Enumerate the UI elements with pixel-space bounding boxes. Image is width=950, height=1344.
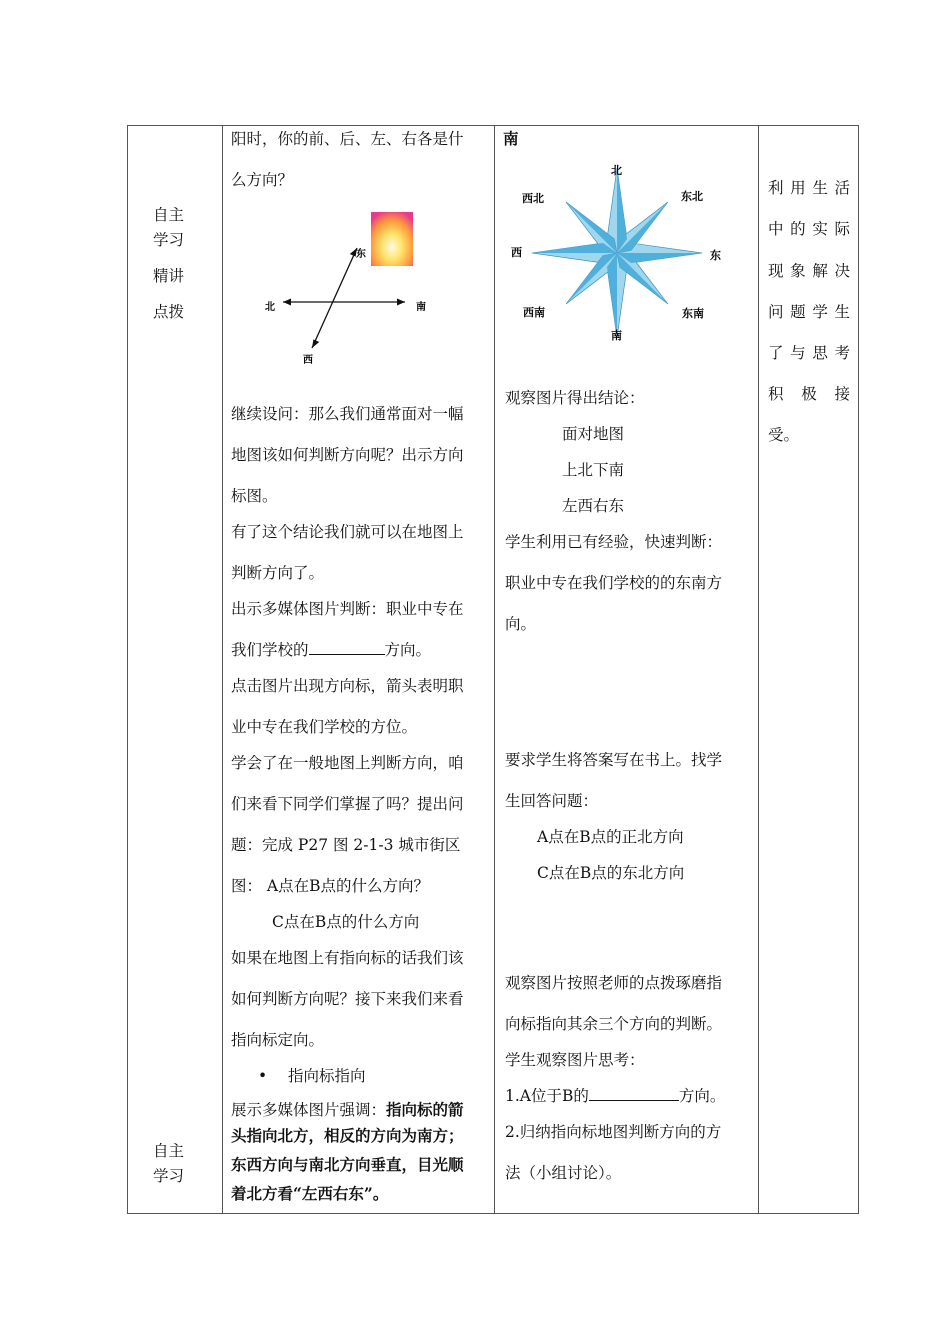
student-text-line: 向。: [505, 615, 537, 633]
arrow-head: [283, 299, 291, 306]
student-text-line: 向标指向其余三个方向的判断。: [505, 1015, 723, 1033]
teacher-text-line: 阳时，你的前、后、左、右各是什: [231, 130, 464, 148]
char: 生: [812, 179, 828, 197]
design-intent-line: [768, 384, 850, 404]
compass-label-west: 西: [511, 246, 522, 259]
text-fragment: 1.A位于B的: [505, 1087, 589, 1105]
east-west-line: [312, 248, 357, 348]
char: 用: [790, 179, 806, 197]
char: 积: [768, 385, 784, 403]
char: 中: [768, 220, 784, 238]
char: 极: [801, 385, 817, 403]
char: 际: [834, 220, 850, 238]
student-text-line: 要求学生将答案写在书上。找学: [505, 751, 723, 769]
student-text-line: 观察图片按照老师的点拨琢磨指: [505, 974, 723, 992]
student-text-line: 2.归纳指向标地图判断方向的方: [505, 1123, 722, 1141]
design-intent-line: [768, 219, 850, 239]
compass-label-southwest: 西南: [523, 306, 545, 319]
column-divider: [222, 126, 223, 1213]
teacher-text-line-bold: 头指向北方，相反的方向为南方；: [231, 1126, 464, 1145]
bullet-item: 指向标指向: [288, 1067, 366, 1085]
student-text-line: C点在B点的东北方向: [537, 864, 685, 882]
label-south: 南: [416, 302, 426, 313]
teacher-text-line: 标图。: [231, 487, 278, 505]
design-intent-line: [768, 343, 850, 363]
arrow-head: [397, 299, 405, 306]
teacher-text-line-bold: 着北方看“左西右东”。: [231, 1184, 389, 1203]
label-north: 北: [265, 302, 275, 313]
text-fragment-bold: 指向标的箭: [386, 1100, 464, 1119]
stage-label-line: 点拨: [153, 303, 185, 321]
char: 生: [834, 303, 850, 321]
lesson-table: [127, 125, 859, 1214]
text-fragment: 方向。: [678, 1087, 726, 1105]
student-text-line: 学生利用已有经验，快速判断：: [505, 533, 723, 551]
student-text-line: 上北下南: [562, 461, 625, 479]
fill-in-blank: [589, 1086, 679, 1101]
design-intent-line: 受。: [768, 426, 800, 444]
compass-label-northeast: 东北: [681, 190, 703, 203]
teacher-text-line: 如果在地图上有指向标的话我们该: [231, 949, 464, 967]
text-fragment: 展示多媒体图片强调：: [231, 1101, 387, 1119]
compass-label-south: 南: [611, 329, 622, 342]
teacher-text-line: 题：完成 P27 图 2-1-3 城市街区: [231, 836, 461, 854]
char: 接: [834, 385, 850, 403]
student-text-line: 左西右东: [562, 497, 625, 515]
char: 利: [768, 179, 784, 197]
compass-label-east: 东: [710, 249, 721, 262]
teacher-text-line: 们来看下同学们掌握了吗？提出问: [231, 795, 464, 813]
char: 问: [768, 303, 784, 321]
compass-rose-figure: [505, 155, 735, 350]
student-text-line: 学生观察图片思考：: [505, 1051, 645, 1069]
teacher-text-line: [231, 640, 431, 660]
text-fragment: 我们学校的: [231, 641, 309, 659]
char: 解: [812, 262, 828, 280]
char: 实: [812, 220, 828, 238]
student-text-line: 职业中专在我们学校的的东南方: [505, 574, 723, 592]
char: 了: [768, 344, 784, 362]
student-text-line: 观察图片得出结论：: [505, 389, 645, 407]
compass-star: [532, 168, 702, 338]
char: 思: [812, 344, 828, 362]
student-text-line: 法（小组讨论）。: [505, 1164, 622, 1182]
teacher-text-line: 如何判断方向呢？接下来我们来看: [231, 990, 464, 1008]
teacher-text-line: 学会了在一般地图上判断方向，咱: [231, 754, 464, 772]
teacher-text-line: C点在B点的什么方向: [272, 913, 420, 931]
bullet-mark: •: [258, 1067, 268, 1085]
teacher-text-line-bold: 东西方向与南北方向垂直，目光顺: [231, 1155, 464, 1174]
column-divider: [494, 126, 495, 1213]
teacher-text-line: 图： A点在B点的什么方向？: [231, 877, 430, 895]
teacher-text-line: 么方向？: [231, 171, 294, 189]
teacher-text-line: 地图该如何判断方向呢？出示方向: [231, 446, 464, 464]
char: 活: [834, 179, 850, 197]
student-text-line: A点在B点的正北方向: [537, 828, 684, 846]
compass-label-northwest: 西北: [522, 192, 544, 205]
char: 现: [768, 262, 784, 280]
char: 考: [834, 344, 850, 362]
stage-label-line: 自主: [153, 206, 185, 224]
student-text-line: 生回答问题：: [505, 792, 599, 810]
compass-label-southeast: 东南: [682, 307, 704, 320]
char: 的: [790, 220, 806, 238]
sun-image: [371, 212, 413, 266]
stage-label-line: 精讲: [153, 267, 185, 285]
teacher-text-line: 指向标定向。: [231, 1031, 325, 1049]
teacher-text-line: 业中专在我们学校的方位。: [231, 718, 418, 736]
design-intent-line: [768, 261, 850, 281]
char: 与: [790, 344, 806, 362]
student-text-line: 南: [503, 129, 519, 148]
label-east: 东: [356, 249, 366, 260]
stage-label-line: 学习: [153, 1167, 185, 1185]
char: 象: [790, 262, 806, 280]
stage-label-line: 学习: [153, 231, 185, 249]
fill-in-blank: [309, 640, 385, 655]
compass-label-north: 北: [611, 164, 622, 177]
student-text-line: [505, 1086, 725, 1106]
teacher-text-line: 继续设问：那么我们通常面对一幅: [231, 405, 464, 423]
teacher-text-line: 出示多媒体图片判断：职业中专在: [231, 600, 464, 618]
design-intent-line: [768, 178, 850, 198]
sun-direction-figure: [255, 205, 435, 370]
teacher-text-line: 有了这个结论我们就可以在地图上: [231, 523, 464, 541]
text-fragment: 方向。: [384, 641, 432, 659]
column-divider: [758, 126, 759, 1213]
label-west: 西: [303, 355, 313, 366]
stage-label-line: 自主: [153, 1142, 185, 1160]
teacher-text-line: 点击图片出现方向标，箭头表明职: [231, 677, 464, 695]
char: 决: [834, 262, 850, 280]
arrow-head: [312, 339, 319, 348]
teacher-text-line: [231, 1100, 464, 1120]
char: 题: [790, 303, 806, 321]
char: 学: [812, 303, 828, 321]
teacher-text-line: 判断方向了。: [231, 564, 325, 582]
student-text-line: 面对地图: [562, 425, 625, 443]
design-intent-line: [768, 302, 850, 322]
